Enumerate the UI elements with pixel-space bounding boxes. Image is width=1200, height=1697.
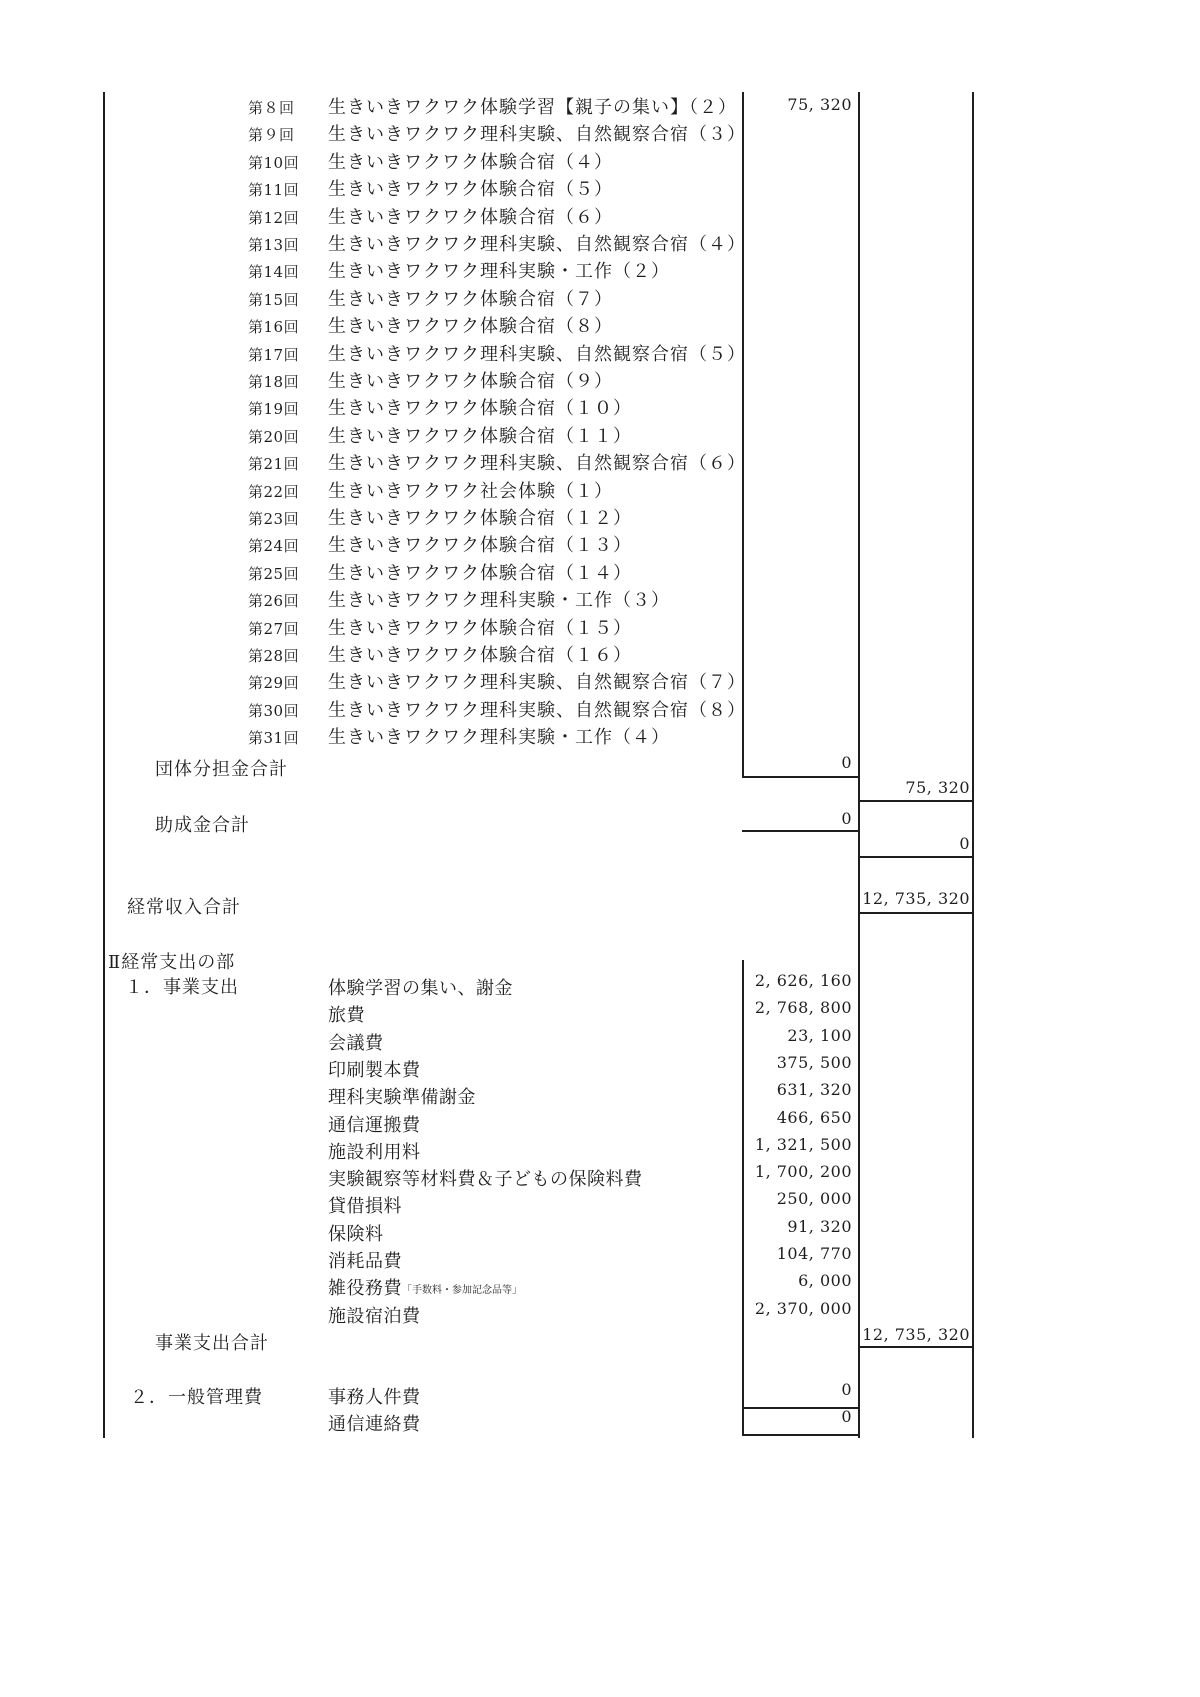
expense-item-value: 104, 770	[776, 1244, 852, 1263]
expense-item-value: 2, 626, 160	[754, 971, 852, 990]
jigyo-heading: １．事業支出	[125, 977, 239, 998]
josei-subtotal-value: 0	[959, 834, 970, 853]
expense-item-label: 通信運搬費	[328, 1114, 421, 1136]
dantai-total-label: 団体分担金合計	[155, 759, 288, 780]
event-number: 第26回	[248, 592, 300, 611]
left-rule	[103, 92, 105, 1438]
expense-item-label: 旅費	[328, 1005, 365, 1027]
expense-item-value: 250, 000	[776, 1189, 852, 1209]
josei-total-label: 助成金合計	[155, 815, 250, 836]
expense-item-value: 2, 370, 000	[754, 1298, 852, 1318]
event-label: 生きいきワクワク理科実験、自然観察合宿（３）	[328, 124, 746, 146]
event-number: 第15回	[248, 290, 300, 309]
jigyo-total-value: 12, 735, 320	[862, 1325, 970, 1344]
expense-item-value: 23, 100	[787, 1025, 852, 1045]
income-subtotal-value: 75, 320	[905, 778, 970, 797]
expense-item-label: 会議費	[328, 1032, 384, 1054]
event-label: 生きいきワクワク体験合宿（１２）	[328, 508, 632, 529]
event-number: 第17回	[248, 345, 300, 364]
event-label: 生きいきワクワク体験合宿（１４）	[328, 562, 632, 584]
event-label: 生きいきワクワク体験合宿（４）	[328, 151, 613, 173]
event-number: 第27回	[248, 619, 300, 638]
column3-right-rule	[858, 92, 860, 1438]
event-label: 生きいきワクワク体験合宿（７）	[328, 288, 613, 310]
event-label: 生きいきワクワク体験合宿（６）	[328, 206, 613, 228]
event-number: 第14回	[248, 263, 300, 282]
event-label: 生きいきワクワク理科実験、自然観察合宿（４）	[328, 234, 746, 255]
event-number: 第８回	[248, 99, 295, 117]
event-label: 生きいきワクワク理科実験・工作（３）	[328, 590, 670, 612]
expense-item-label: 印刷製本費	[328, 1059, 421, 1081]
expense-item-value: 631, 320	[776, 1080, 852, 1100]
event-number: 第19回	[248, 400, 300, 419]
event-label: 生きいきワクワク体験合宿（１５）	[328, 617, 632, 639]
event-label: 生きいきワクワク体験合宿（８）	[328, 316, 613, 338]
event-label: 生きいきワクワク理科実験、自然観察合宿（８）	[328, 699, 746, 721]
expense-item-label: 保険料	[328, 1223, 384, 1245]
event-number: 第22回	[248, 482, 300, 501]
event-number: 第21回	[248, 455, 300, 474]
event-label: 生きいきワクワク理科実験・工作（４）	[328, 727, 670, 749]
event-label: 生きいきワクワク社会体験（１）	[328, 480, 613, 502]
event-label: 生きいきワクワク理科実験、自然観察合宿（６）	[328, 453, 746, 475]
event-number: 第30回	[248, 701, 300, 720]
total-underline	[742, 1434, 860, 1436]
total-underline	[742, 776, 860, 778]
event-number: 第11回	[248, 181, 300, 200]
event-label: 生きいきワクワク体験合宿（１３）	[328, 535, 632, 557]
jigyo-total-label: 事業支出合計	[155, 1333, 269, 1354]
expense-item-label: 雑役務費「手数料・参加記念品等」	[328, 1278, 522, 1300]
expense-item-note: 「手数料・参加記念品等」	[402, 1285, 522, 1297]
expense-item-label: 体験学習の集い、謝金	[328, 978, 513, 999]
admin-item-label: 事務人件費	[328, 1387, 421, 1408]
event-number: 第９回	[248, 126, 295, 145]
event-number: 第13回	[248, 236, 300, 254]
event-label: 生きいきワクワク体験合宿（１１）	[328, 425, 632, 447]
expense-item-label: 実験観察等材料費＆子どもの保険料費	[328, 1169, 643, 1191]
total-underline	[860, 912, 974, 914]
event-number: 第29回	[248, 674, 300, 693]
dantai-total-value: 0	[841, 753, 852, 772]
income-total-value: 12, 735, 320	[862, 889, 970, 908]
event-label: 生きいきワクワク理科実験、自然観察合宿（５）	[328, 343, 746, 365]
expense-item-value: 91, 320	[787, 1216, 852, 1236]
expense-item-label: 貸借損料	[328, 1196, 402, 1218]
event-number: 第16回	[248, 318, 300, 337]
expense-item-value: 2, 768, 800	[754, 998, 852, 1018]
expense-section-heading: Ⅱ経常支出の部	[108, 952, 236, 973]
income-total-label: 経常収入合計	[127, 897, 241, 918]
expense-item-value: 1, 321, 500	[754, 1134, 852, 1154]
event-label: 生きいきワクワク理科実験、自然観察合宿（７）	[328, 672, 746, 694]
expense-item-label: 施設宿泊費	[328, 1305, 421, 1327]
expense-item-label: 施設利用料	[328, 1141, 421, 1163]
josei-total-value: 0	[841, 809, 852, 828]
event-label: 生きいきワクワク体験合宿（９）	[328, 371, 613, 392]
admin-item-value: 0	[841, 1407, 852, 1426]
event-number: 第18回	[248, 373, 300, 391]
kanri-heading: ２．一般管理費	[130, 1387, 263, 1408]
expense-item-value: 1, 700, 200	[754, 1162, 852, 1182]
event-number: 第31回	[248, 729, 300, 748]
event-number: 第20回	[248, 427, 300, 446]
event-number: 第12回	[248, 208, 300, 227]
event-label: 生きいきワクワク体験合宿（５）	[328, 179, 613, 201]
admin-item-label: 通信連絡費	[328, 1414, 421, 1435]
event-number: 第28回	[248, 647, 300, 665]
expense-item-value: 466, 650	[776, 1107, 852, 1127]
event-number: 第10回	[248, 153, 300, 172]
expense-item-label: 消耗品費	[328, 1251, 402, 1272]
events-total-value: 75, 320	[787, 95, 852, 114]
event-number: 第25回	[248, 564, 300, 583]
expense-item-value: 375, 500	[776, 1052, 852, 1072]
column4-right-rule	[972, 92, 974, 1438]
event-label: 生きいきワクワク理科実験・工作（２）	[328, 261, 670, 283]
admin-item-value: 0	[841, 1380, 852, 1399]
event-number: 第23回	[248, 510, 300, 528]
event-label: 生きいきワクワク体験学習【親子の集い】（２）	[328, 97, 737, 118]
expense-item-label: 理科実験準備謝金	[328, 1087, 476, 1109]
event-label: 生きいきワクワク体験合宿（１６）	[328, 645, 632, 666]
event-number: 第24回	[248, 537, 300, 556]
event-label: 生きいきワクワク体験合宿（１０）	[328, 398, 632, 420]
expense-item-value: 6, 000	[798, 1271, 852, 1291]
